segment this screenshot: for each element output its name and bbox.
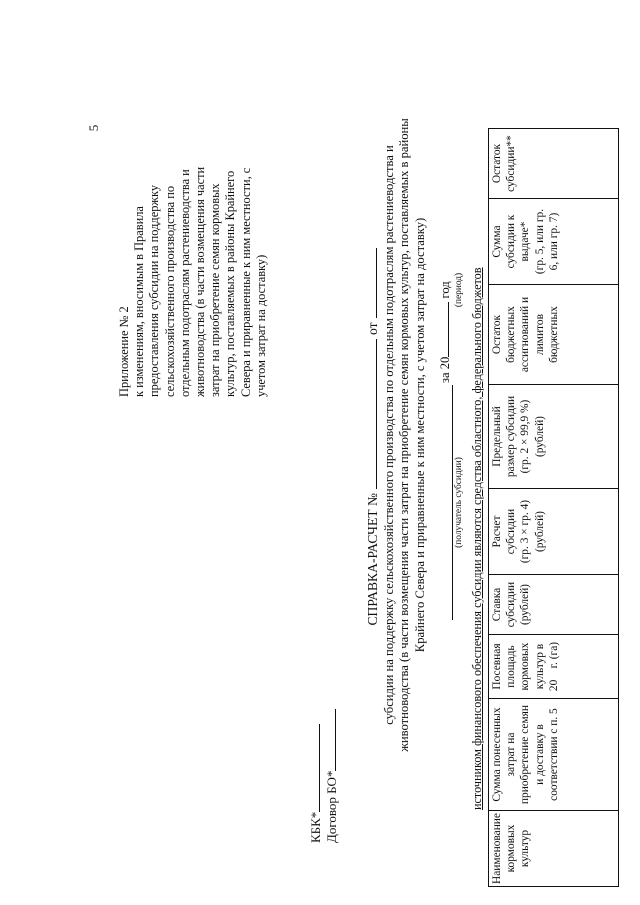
title-from-label: от (365, 322, 380, 336)
header-cell-subsidy-remainder: Остаток субсидии** (489, 129, 619, 199)
header-cell-costs: Сумма понесенных затрат на приобретение семян и доставку в соответствии с п. 5 (489, 699, 619, 811)
period-input-line[interactable] (448, 302, 449, 357)
period-caption: (период) (454, 272, 464, 308)
contract-field (324, 709, 340, 843)
page-number: 5 (86, 124, 101, 132)
title-main (365, 55, 381, 815)
recipient-input-line[interactable] (452, 385, 453, 620)
recipient-caption: (получатель субсидии) (454, 457, 464, 548)
header-cell-calculation: Расчет субсидии (гр. 3 × гр. 4) (рублей) (489, 489, 619, 575)
header-cell-crop-name: Наименование кормовых культур (489, 811, 619, 887)
header-cell-payout: Сумма субсидии к выдаче* (гр. 5, или гр. 6, или гр. 7) (489, 199, 619, 285)
kbk-field (308, 709, 324, 843)
period-suffix: год (438, 281, 452, 299)
appendix-line: учетом затрат на доставку) (253, 254, 268, 397)
title-line: животноводства (в части возмещения части затрат на приобретение семян кормовых культур, поставляемых в районы (397, 118, 412, 752)
appendix-line: Севера и приравненные к ним местности, с (238, 167, 253, 397)
title-number-label: СПРАВКА-РАСЧЕТ № (365, 493, 380, 626)
title-line: субсидии на поддержку сельскохозяйственного производства по отдельным подотраслям растениеводства и (381, 145, 396, 725)
date-input-line[interactable] (376, 248, 377, 318)
appendix-line: к изменениям, вносимым в Правила (132, 206, 147, 397)
appendix-line: Приложение № 2 (117, 306, 131, 397)
appendix-line: сельскохозяйственного производства по (162, 185, 177, 397)
kbk-label: КБК* (308, 811, 323, 843)
period-field (438, 281, 453, 383)
header-cell-area: Посевная площадь кормовых культур в 20 г. (га) (489, 635, 619, 699)
recipient-period-row (430, 15, 464, 845)
appendix-line: предоставления субсидии на поддержку (147, 184, 162, 397)
title-line: Крайнего Севера и приравненные к ним местности, с учетом затрат на доставку) (412, 217, 427, 653)
header-cell-max-subsidy: Предельный размер субсидии (гр. 2 × 99,9 %) (рублей) (489, 385, 619, 489)
header-cell-rate: Ставка субсидии (рублей) (489, 575, 619, 635)
kbk-block (308, 709, 340, 843)
appendix-note (117, 7, 269, 397)
calculation-table (488, 128, 619, 887)
appendix-line: культур, поставляемых в районы Крайнего (223, 170, 238, 397)
document-title (365, 55, 428, 815)
contract-label: Договор БО* (324, 770, 339, 843)
appendix-line: затрат на приобретение семян кормовых (208, 183, 223, 397)
number-input-line[interactable] (376, 339, 377, 489)
table-header-row (489, 129, 619, 887)
funding-source: источником финансового обеспечения субсидии являются средства областного, федерального бюджетов (470, 267, 484, 810)
period-prefix: за 20 (438, 356, 452, 383)
appendix-line: животноводства (в части возмещения части (193, 166, 208, 397)
kbk-input-line[interactable] (319, 724, 320, 812)
appendix-line: отдельным подотраслям растениеводства и (177, 169, 192, 397)
header-cell-budget-remainder: Остаток бюджетных ассигнований и лимитов бюджетных (489, 285, 619, 385)
contract-input-line[interactable] (335, 709, 336, 771)
